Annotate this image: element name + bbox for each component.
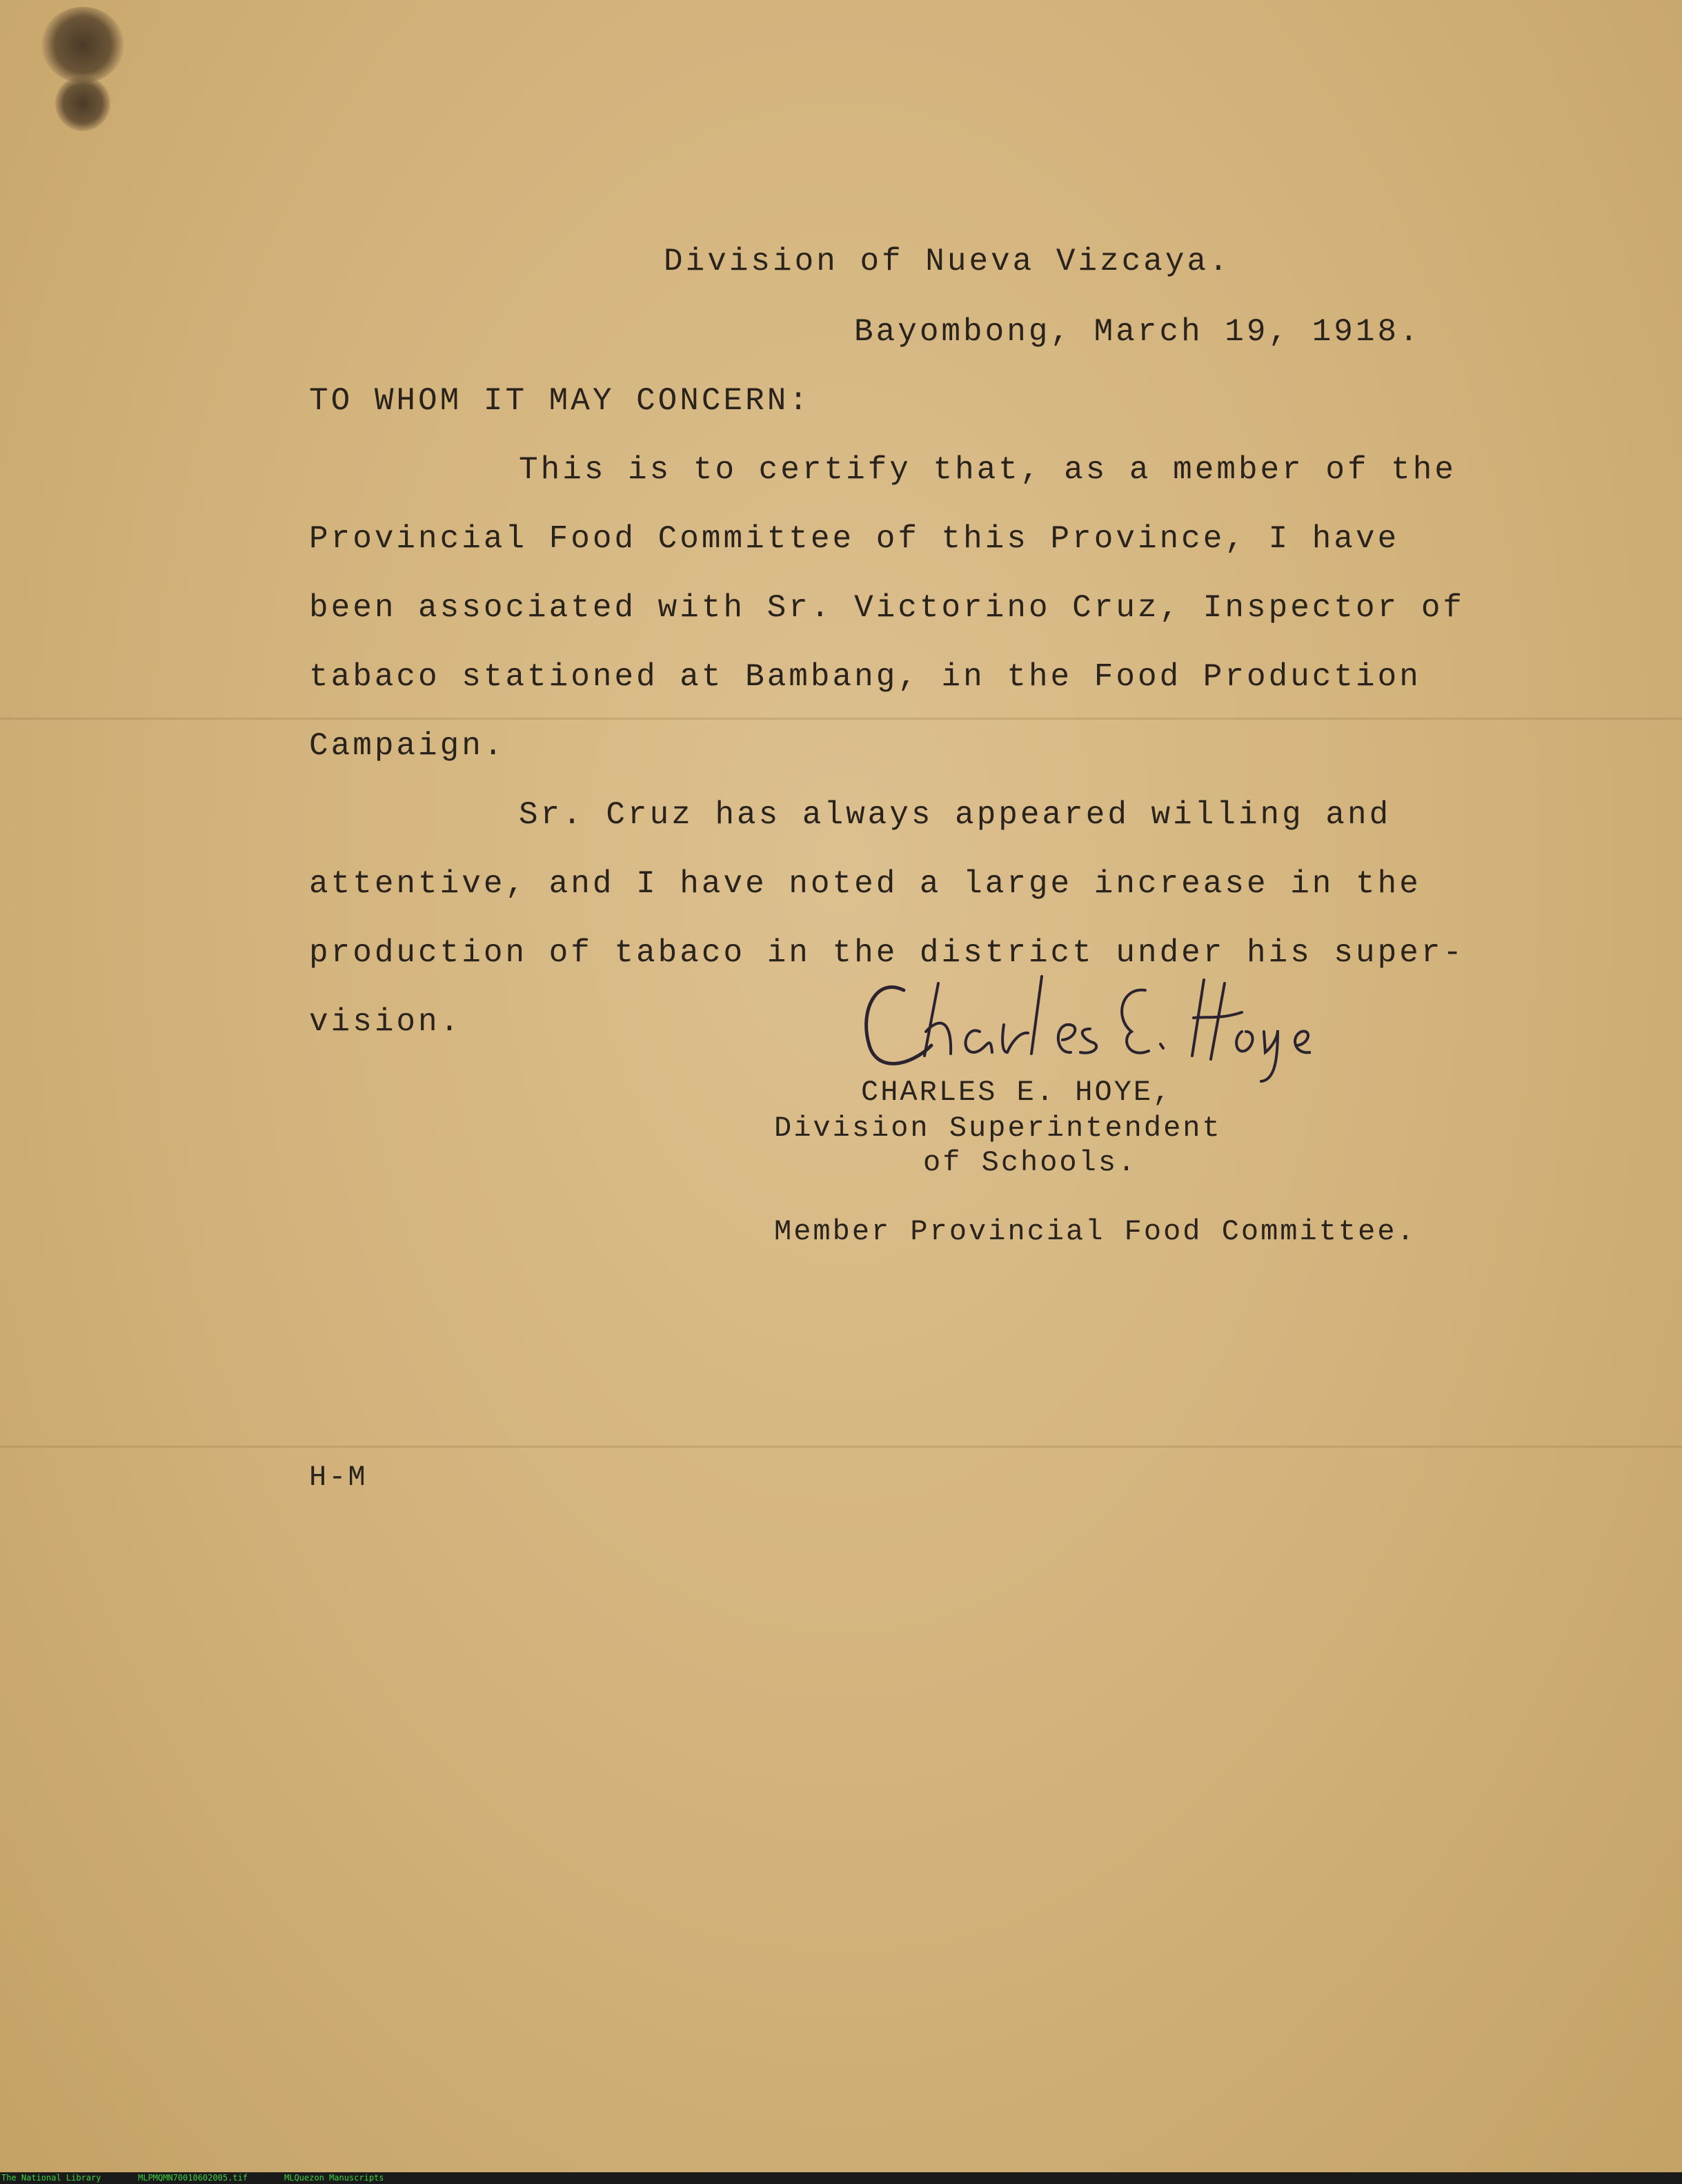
stain-top-left-small [55,76,110,131]
body-line: attentive, and I have noted a large increase in the [309,866,1421,902]
footer-institution: The National Library [1,2173,101,2183]
committee-membership: Member Provincial Food Committee. [774,1215,1416,1248]
body-line: production of tabaco in the district under his super- [309,935,1465,971]
body-line: tabaco stationed at Bambang, in the Food Production [309,659,1421,695]
body-line: Provincial Food Committee of this Province, I have [309,521,1400,557]
body-line: been associated with Sr. Victorino Cruz, Inspector of [309,590,1465,626]
body-line: This is to certify that, as a member of the [519,452,1456,488]
footer-collection: MLQuezon Manuscripts [284,2173,384,2183]
fold-crease-bottom [0,1446,1682,1448]
body-line: Sr. Cruz has always appeared willing and [519,797,1392,833]
signatory-title: Division Superintendent [774,1112,1222,1145]
signatory-title-continued: of Schools. [923,1146,1138,1179]
letter-dateline: Bayombong, March 19, 1918. [854,314,1421,350]
signatory-name: CHARLES E. HOYE, [861,1076,1173,1109]
body-line: Campaign. [309,728,506,764]
handwritten-signature [855,963,1311,1087]
stain-top-left [41,7,124,83]
typist-initials: H-M [309,1461,368,1494]
fold-crease-top [0,718,1682,720]
footer-filename: MLPMQMN70010602005.tif [138,2173,248,2183]
body-line: vision. [309,1004,462,1040]
archive-footer-bar [0,2172,1682,2184]
letter-heading: Division of Nueva Vizcaya. [664,244,1231,279]
letter-salutation: TO WHOM IT MAY CONCERN: [309,383,811,419]
